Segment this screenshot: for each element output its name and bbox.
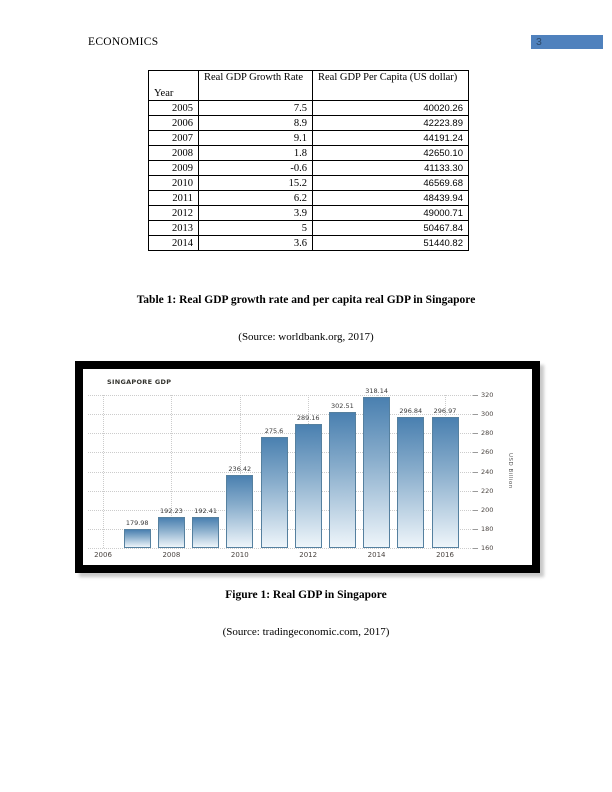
gdp-bar-2015 <box>397 417 424 548</box>
cell-per-capita: 40020.26 <box>313 101 469 116</box>
page-number: 3 <box>536 36 542 48</box>
y-axis-tick <box>473 529 478 530</box>
table-row <box>149 116 469 131</box>
y-axis-tick-label: 200 <box>481 505 494 514</box>
table-caption: Table 1: Real GDP growth rate and per capita real GDP in Singapore <box>136 294 476 306</box>
y-axis-tick <box>473 433 478 434</box>
y-axis-tick <box>473 452 478 453</box>
y-axis-tick-label: 160 <box>481 544 494 552</box>
cell-growth-rate: 3.6 <box>199 236 313 251</box>
cell-per-capita: 51440.82 <box>313 236 469 251</box>
y-axis-tick-label: 220 <box>481 486 494 495</box>
cell-growth-rate: 3.9 <box>199 206 313 221</box>
y-axis-tick <box>473 491 478 492</box>
x-axis-tick-label: 2006 <box>94 551 112 559</box>
right-axis-label: USD Billion <box>507 453 513 489</box>
cell-year: 2012 <box>149 206 199 221</box>
table-row <box>149 161 469 176</box>
x-axis-tick-label: 2016 <box>436 551 454 559</box>
table-row <box>149 176 469 191</box>
bar-value-label: 192.23 <box>160 507 183 516</box>
gdp-bar-2009 <box>192 517 219 548</box>
x-axis-tick-label: 2012 <box>299 551 318 559</box>
y-axis-tick-label: 260 <box>481 448 494 457</box>
cell-year: 2014 <box>149 236 199 251</box>
cell-year: 2006 <box>149 116 199 131</box>
column-header-year: Year <box>149 71 199 101</box>
gdp-data-table <box>148 70 469 251</box>
y-axis-tick <box>473 548 478 549</box>
gdp-bar-2008 <box>158 517 185 548</box>
cell-per-capita: 46569.68 <box>313 176 469 191</box>
figure-caption: Figure 1: Real GDP in Singapore <box>225 589 387 601</box>
table-row <box>149 191 469 206</box>
gdp-bar-2013 <box>329 412 356 548</box>
bar-value-label: 296.97 <box>433 407 457 416</box>
y-axis-tick <box>473 395 478 396</box>
cell-year: 2013 <box>149 221 199 236</box>
cell-year: 2008 <box>149 146 199 161</box>
grid-line <box>88 395 473 396</box>
cell-growth-rate: 1.8 <box>199 146 313 161</box>
grid-line <box>88 548 473 549</box>
gdp-bar-2007 <box>124 529 151 548</box>
running-header-title: ECONOMICS <box>88 36 159 48</box>
y-axis-tick <box>473 472 478 473</box>
table-row <box>149 146 469 161</box>
cell-year: 2005 <box>149 101 199 116</box>
gdp-bar-2011 <box>261 437 288 548</box>
gdp-chart-figure <box>75 361 540 573</box>
gdp-chart-canvas <box>83 369 532 565</box>
cell-growth-rate: -0.6 <box>199 161 313 176</box>
x-axis-tick-label: 2010 <box>230 551 249 559</box>
table-row <box>149 101 469 116</box>
cell-growth-rate: 6.2 <box>199 191 313 206</box>
cell-per-capita: 41133.30 <box>313 161 469 176</box>
y-axis-tick <box>473 510 478 511</box>
cell-per-capita: 48439.94 <box>313 191 469 206</box>
table-row <box>149 221 469 236</box>
column-header-per-capita: Real GDP Per Capita (US dollar) <box>313 71 469 101</box>
bar-value-label: 296.84 <box>399 407 423 416</box>
table-row <box>149 131 469 146</box>
gdp-bar-2012 <box>295 424 322 548</box>
cell-per-capita: 44191.24 <box>313 131 469 146</box>
cell-growth-rate: 9.1 <box>199 131 313 146</box>
figure-source: (Source: tradingeconomic.com, 2017) <box>222 626 390 638</box>
cell-year: 2009 <box>149 161 199 176</box>
y-axis-tick-label: 240 <box>481 467 494 476</box>
column-header-growth-rate: Real GDP Growth Rate <box>199 71 313 101</box>
y-axis-tick <box>473 414 478 415</box>
cell-growth-rate: 8.9 <box>199 116 313 131</box>
gdp-bar-2010 <box>226 475 253 548</box>
bar-value-label: 179.98 <box>125 518 149 527</box>
x-axis-tick-label: 2014 <box>367 551 386 559</box>
cell-growth-rate: 5 <box>199 221 313 236</box>
y-axis-tick-label: 280 <box>481 429 494 438</box>
table-source: (Source: worldbank.org, 2017) <box>238 331 374 343</box>
gdp-bar-2014 <box>363 397 390 548</box>
cell-growth-rate: 15.2 <box>199 176 313 191</box>
bar-value-label: 275.6 <box>264 427 284 436</box>
bar-value-label: 302.51 <box>331 401 354 410</box>
cell-growth-rate: 7.5 <box>199 101 313 116</box>
page-number-box <box>531 35 603 49</box>
y-axis-tick-label: 180 <box>481 524 494 533</box>
cell-year: 2007 <box>149 131 199 146</box>
bar-value-label: 236.42 <box>228 464 252 473</box>
cell-per-capita: 50467.84 <box>313 221 469 236</box>
table-header-row <box>149 71 469 101</box>
y-axis-tick-label: 320 <box>481 391 494 399</box>
cell-per-capita: 42650.10 <box>313 146 469 161</box>
table-row <box>149 206 469 221</box>
cell-year: 2011 <box>149 191 199 206</box>
cell-year: 2010 <box>149 176 199 191</box>
grid-line <box>103 395 104 548</box>
gdp-bar-2016 <box>432 417 459 548</box>
bar-value-label: 318.14 <box>365 386 388 395</box>
cell-per-capita: 42223.89 <box>313 116 469 131</box>
table-row <box>149 236 469 251</box>
bar-value-label: 192.41 <box>194 507 217 515</box>
chart-title: SINGAPORE GDP <box>107 378 172 386</box>
y-axis-tick-label: 300 <box>481 410 494 419</box>
bar-value-label: 289.16 <box>296 414 320 423</box>
x-axis-tick-label: 2008 <box>162 551 181 559</box>
cell-per-capita: 49000.71 <box>313 206 469 221</box>
